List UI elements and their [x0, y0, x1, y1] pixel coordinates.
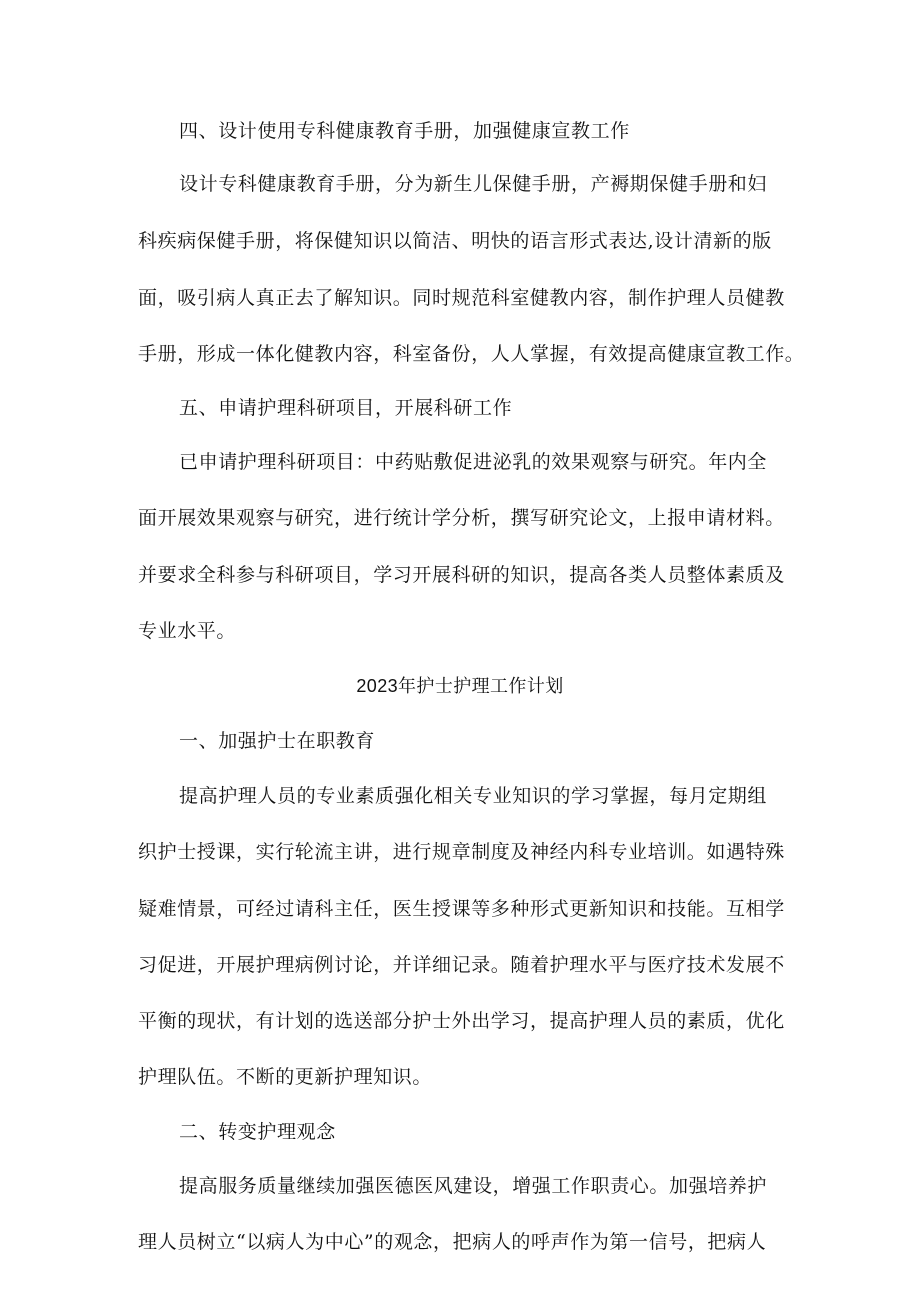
document-title: 2023年护士护理工作计划	[356, 676, 564, 696]
paragraph-line: 科疾病保健手册，将保健知识以简洁、明快的语言形式表达,设计清新的版	[138, 230, 772, 252]
paragraph-line: 设计专科健康教育手册，分为新生儿保健手册，产褥期保健手册和妇	[179, 173, 768, 195]
paragraph-line: 并要求全科参与科研项目，学习开展科研的知识，提高各类人员整体素质及	[138, 564, 785, 586]
paragraph-line: 面开展效果观察与研究，进行统计学分析，撰写研究论文，上报申请材料。	[138, 507, 785, 529]
paragraph-line: 面，吸引病人真正去了解知识。同时规范科室健教内容，制作护理人员健教	[138, 287, 785, 309]
part-heading-1: 一、加强护士在职教育	[179, 730, 376, 752]
part-heading-2: 二、转变护理观念	[179, 1121, 336, 1143]
paragraph-line: 理人员树立“以病人为中心”的观念，把病人的呼声作为第一信号，把病人	[138, 1231, 767, 1253]
paragraph-line: 手册，形成一体化健教内容，科室备份，人人掌握，有效提高健康宣教工作。	[138, 343, 805, 365]
paragraph-line: 平衡的现状，有计划的选送部分护士外出学习，提高护理人员的素质，优化	[138, 1010, 785, 1032]
section-heading-5: 五、申请护理科研项目，开展科研工作	[179, 397, 513, 419]
paragraph-line: 提高服务质量继续加强医德医风建设，增强工作职责心。加强培养护	[179, 1175, 768, 1197]
paragraph-line: 疑难情景，可经过请科主任，医生授课等多种形式更新知识和技能。互相学	[138, 898, 785, 920]
section-heading-4: 四、设计使用专科健康教育手册，加强健康宣教工作	[179, 120, 630, 142]
paragraph-line: 习促进，开展护理病例讨论，并详细记录。随着护理水平与医疗技术发展不	[138, 954, 785, 976]
paragraph-line: 已申请护理科研项目：中药贴敷促进泌乳的效果观察与研究。年内全	[179, 451, 768, 473]
paragraph-line: 织护士授课，实行轮流主讲，进行规章制度及神经内科专业培训。如遇特殊	[138, 841, 785, 863]
paragraph-line: 专业水平。	[138, 620, 237, 642]
paragraph-line: 提高护理人员的专业素质强化相关专业知识的学习掌握，每月定期组	[179, 785, 768, 807]
paragraph-line: 护理队伍。不断的更新护理知识。	[138, 1066, 433, 1088]
